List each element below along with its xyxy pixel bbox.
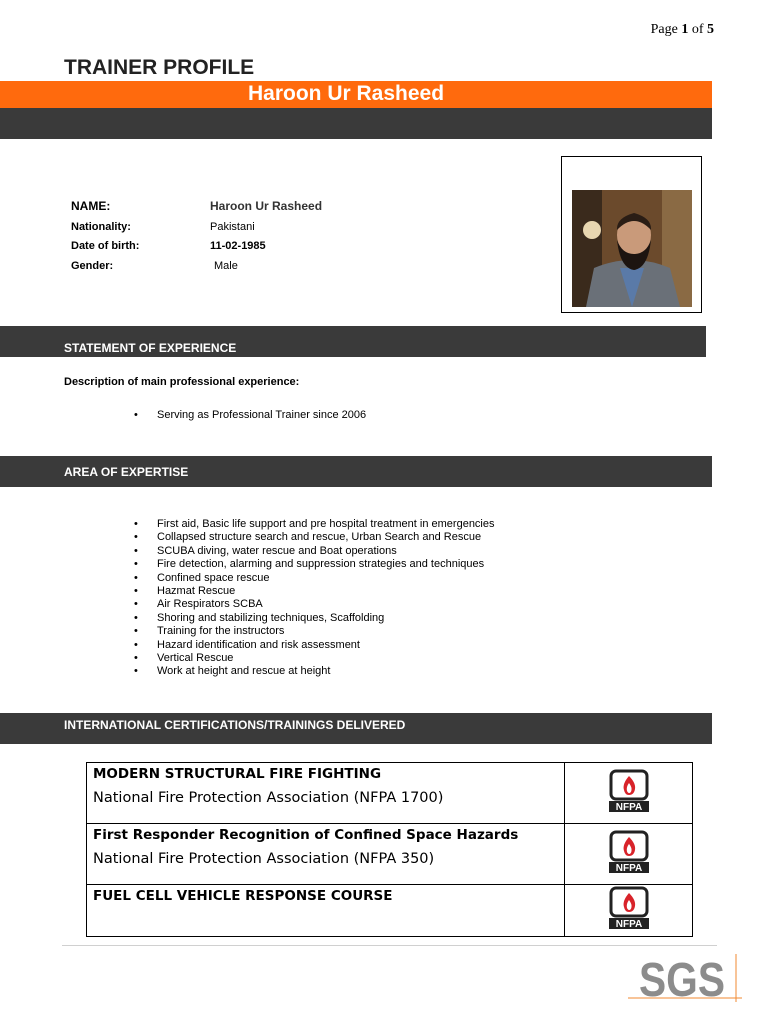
svg-text:NFPA: NFPA bbox=[615, 862, 642, 874]
cert-subtitle: National Fire Protection Association (NFPA 1700) bbox=[93, 790, 444, 806]
table-row bbox=[87, 885, 693, 937]
trainer-photo bbox=[572, 190, 692, 307]
expertise-list bbox=[134, 518, 495, 679]
photo-frame bbox=[561, 156, 702, 313]
cert-title: First Responder Recognition of Confined Space Hazards bbox=[93, 827, 519, 843]
nationality-label: Nationality: bbox=[71, 221, 131, 233]
name-value: Haroon Ur Rasheed bbox=[210, 199, 323, 213]
svg-text:NFPA: NFPA bbox=[615, 919, 642, 930]
svg-text:NFPA: NFPA bbox=[615, 801, 642, 813]
nfpa-logo-icon bbox=[609, 769, 649, 813]
certifications-section-bar bbox=[0, 713, 712, 744]
list-item: • Fire detection, alarming and suppression strategies and techniques bbox=[134, 558, 495, 571]
list-item: • First aid, Basic life support and pre hospital treatment in emergencies bbox=[134, 518, 495, 531]
certifications-heading: INTERNATIONAL CERTIFICATIONS/TRAININGS DELIVERED bbox=[64, 718, 406, 732]
header-divider-bar bbox=[0, 108, 712, 139]
list-item: • Confined space rescue bbox=[134, 572, 495, 585]
list-item: • Training for the instructors bbox=[134, 625, 495, 638]
experience-description-label: Description of main professional experience: bbox=[64, 376, 300, 388]
svg-text:SGS: SGS bbox=[639, 954, 725, 1002]
name-banner bbox=[0, 81, 712, 108]
document-title: TRAINER PROFILE bbox=[64, 56, 255, 79]
cert-title: FUEL CELL VEHICLE RESPONSE COURSE bbox=[93, 888, 393, 904]
certifications-table bbox=[86, 762, 693, 937]
cert-title: MODERN STRUCTURAL FIRE FIGHTING bbox=[93, 766, 382, 782]
nfpa-logo-icon bbox=[609, 886, 649, 930]
gender-label: Gender: bbox=[71, 260, 114, 272]
table-row bbox=[87, 763, 693, 824]
experience-list bbox=[134, 409, 366, 422]
name-label: NAME: bbox=[71, 199, 111, 213]
page-number: Page 1 of 5 bbox=[650, 22, 714, 37]
expertise-heading: AREA OF EXPERTISE bbox=[64, 465, 189, 479]
list-item: • Vertical Rescue bbox=[134, 652, 495, 665]
table-row bbox=[87, 824, 693, 885]
list-item: • Work at height and rescue at height bbox=[134, 665, 495, 678]
expertise-section-bar bbox=[0, 456, 712, 487]
list-item: • Hazard identification and risk assessment bbox=[134, 639, 495, 652]
gender-value: Male bbox=[214, 260, 238, 272]
list-item: • Collapsed structure search and rescue, Urban Search and Rescue bbox=[134, 531, 495, 544]
trainer-name: Haroon Ur Rasheed bbox=[248, 82, 445, 105]
nationality-value: Pakistani bbox=[210, 221, 255, 233]
list-item: • Shoring and stabilizing techniques, Scaffolding bbox=[134, 612, 495, 625]
experience-heading: STATEMENT OF EXPERIENCE bbox=[64, 341, 237, 355]
list-item: • Hazmat Rescue bbox=[134, 585, 495, 598]
experience-section-bar bbox=[0, 326, 706, 357]
sgs-logo bbox=[628, 952, 742, 1002]
cert-subtitle: National Fire Protection Association (NFPA 350) bbox=[93, 851, 435, 867]
list-item: • Air Respirators SCBA bbox=[134, 598, 495, 611]
dob-label: Date of birth: bbox=[71, 240, 140, 252]
dob-value: 11-02-1985 bbox=[210, 240, 266, 252]
nfpa-logo-icon bbox=[609, 830, 649, 874]
list-item: • SCUBA diving, water rescue and Boat operations bbox=[134, 545, 495, 558]
list-item: • Serving as Professional Trainer since 2006 bbox=[134, 409, 366, 422]
footer-divider bbox=[62, 945, 717, 946]
